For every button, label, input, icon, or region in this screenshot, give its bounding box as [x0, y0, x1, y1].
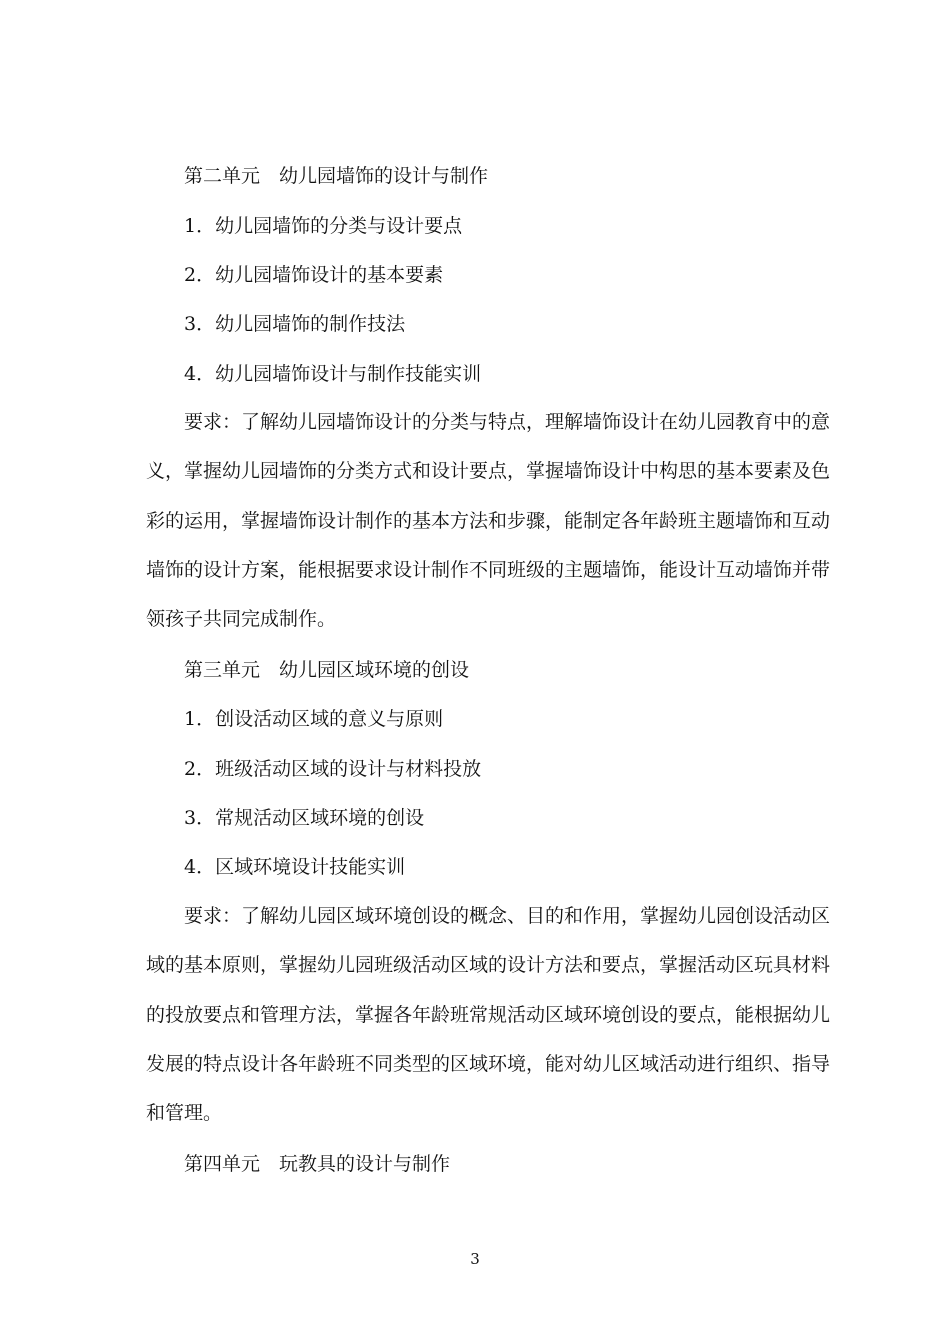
unit-2-item-4: 4．幼儿园墙饰设计与制作技能实训 — [184, 363, 482, 385]
unit-3-requirement — [146, 892, 836, 1138]
unit-3-item-4: 4．区域环境设计技能实训 — [184, 856, 406, 878]
unit-4-heading: 第四单元 玩教具的设计与制作 — [184, 1153, 451, 1175]
unit-2-requirement-text: 要求：了解幼儿园墙饰设计的分类与特点，理解墙饰设计在幼儿园教育中的意义，掌握幼儿园墙饰的分类方式和设计要点，掌握墙饰设计中构思的基本要素及色彩的运用，掌握墙饰设计制作的基本方法和步骤，能制定各年龄班主题墙饰和互动墙饰的设计方案，能根据要求设计制作不同班级的主题墙饰，能设计互动墙饰并带领孩子共同完成制作。 — [146, 411, 831, 631]
unit-3-item-3: 3．常规活动区域环境的创设 — [184, 807, 425, 829]
unit-3-item-1: 1．创设活动区域的意义与原则 — [184, 708, 444, 730]
unit-2-item-1: 1．幼儿园墙饰的分类与设计要点 — [184, 215, 463, 237]
page-number: 3 — [470, 1250, 480, 1268]
unit-3-heading: 第三单元 幼儿园区域环境的创设 — [184, 659, 470, 681]
unit-2-item-3: 3．幼儿园墙饰的制作技法 — [184, 313, 406, 335]
unit-2-heading: 第二单元 幼儿园墙饰的设计与制作 — [184, 165, 489, 187]
unit-3-item-2: 2．班级活动区域的设计与材料投放 — [184, 758, 482, 780]
unit-3-requirement-text: 要求：了解幼儿园区域环境创设的概念、目的和作用，掌握幼儿园创设活动区域的基本原则，掌握幼儿园班级活动区域的设计方法和要点，掌握活动区玩具材料的投放要点和管理方法，掌握各年龄班常规活动区域环境创设的要点，能根据幼儿发展的特点设计各年龄班不同类型的区域环境，能对幼儿区域活动进行组织、指导和管理。 — [146, 905, 831, 1125]
unit-2-item-2: 2．幼儿园墙饰设计的基本要素 — [184, 264, 444, 286]
unit-2-requirement — [146, 398, 836, 644]
